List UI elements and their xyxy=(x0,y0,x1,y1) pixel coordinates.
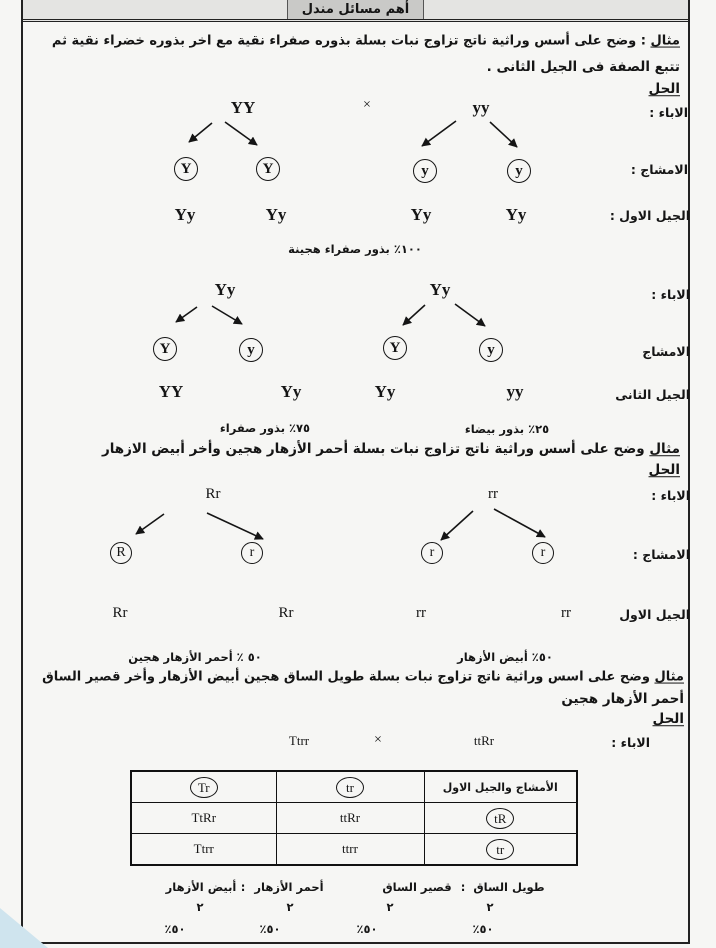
ratio-count: ٢ xyxy=(386,900,394,915)
ratio-count: ٢ xyxy=(286,900,294,915)
example3-statement-line2: أحمر الأزهار هجين xyxy=(561,691,684,708)
table-cell xyxy=(424,803,577,834)
offspring-genotype: Yy xyxy=(280,381,302,401)
ratio-label: طويل الساق xyxy=(473,880,545,895)
parent-genotype: yy xyxy=(472,97,490,117)
offspring-genotype: YY xyxy=(158,381,184,401)
example1-statement-line2: تتبع الصفة فى الجيل الثانى . xyxy=(486,59,680,76)
parent-genotype: ttRr xyxy=(473,733,495,749)
gamete-circle: r xyxy=(421,542,443,564)
example-label: مثال xyxy=(654,669,684,685)
gamete-circle: y xyxy=(479,338,503,362)
cross-sign: × xyxy=(374,732,382,748)
gametes-label: الامشاج : xyxy=(632,546,690,562)
cross-result: ٢٥٪ بذور بيضاء xyxy=(464,422,550,437)
offspring-genotype: Rr xyxy=(112,605,128,621)
page-frame-right xyxy=(688,0,690,944)
cross-result: ٥٠٪ أبيض الأزهار xyxy=(457,650,553,665)
ratio-percent: ٥٠٪ xyxy=(164,922,186,937)
table-header-row xyxy=(131,771,577,803)
offspring-genotype: Yy xyxy=(265,204,287,224)
table-cell: ttRr xyxy=(276,803,424,834)
page-frame-bottom xyxy=(21,942,690,944)
gamete-circle: r xyxy=(241,542,263,564)
parent-genotype: Ttrr xyxy=(288,733,310,749)
parent-genotype: Yy xyxy=(214,279,236,299)
parent-genotype: Yy xyxy=(429,279,451,299)
offspring-genotype: rr xyxy=(561,605,571,621)
ratio-count: ٢ xyxy=(196,900,204,915)
offspring-genotype: yy xyxy=(506,381,524,401)
header-band xyxy=(23,0,688,22)
gametes-label: الامشاج xyxy=(642,343,690,359)
example1-statement-line1 xyxy=(32,34,680,51)
gamete-circle: R xyxy=(110,542,132,564)
gamete-circle: Y xyxy=(174,157,198,181)
gamete-circle: Y xyxy=(383,336,407,360)
arrow-icon xyxy=(494,509,545,537)
ratio-percent: ٥٠٪ xyxy=(356,922,378,937)
table-cell xyxy=(131,771,276,803)
gamete-circle: r xyxy=(532,542,554,564)
parents-label: الاباء : xyxy=(651,487,690,503)
example3-statement-line1 xyxy=(32,670,684,687)
example-statement-text: وضح على اسس وراثية ناتج تزاوج نبات بسلة طويل الساق هجين أبيض الأزهار وأخر قصير الساق xyxy=(42,669,650,685)
arrow-icon xyxy=(403,305,425,325)
gamete-circle: tr xyxy=(336,777,364,798)
table-row xyxy=(131,803,577,834)
gamete-circle: y xyxy=(239,338,263,362)
ratio-percent: ٥٠٪ xyxy=(472,922,494,937)
arrow-icon xyxy=(212,306,242,324)
offspring-label: الجيل الثانى xyxy=(615,386,690,402)
ratio-count: ٢ xyxy=(486,900,494,915)
cross-sign: × xyxy=(363,97,371,113)
arrow-icon xyxy=(136,514,164,534)
offspring-genotype: Yy xyxy=(410,204,432,224)
parent-genotype: Rr xyxy=(205,486,221,502)
cross-result: ١٠٠٪ بذور صفراء هجينة xyxy=(288,242,422,257)
gametes-label: الامشاج : xyxy=(630,161,688,177)
arrow-icon xyxy=(189,123,212,142)
arrow-icon xyxy=(176,307,197,322)
table-cell: ttrr xyxy=(276,834,424,866)
arrow-icon xyxy=(422,121,456,146)
example2-statement-line1 xyxy=(32,441,680,459)
gamete-circle: y xyxy=(507,159,531,183)
gamete-circle: Tr xyxy=(190,777,218,798)
table-cell xyxy=(276,771,424,803)
arrow-icon xyxy=(490,122,517,147)
parents-label: الاباء : xyxy=(611,734,650,750)
gamete-circle: y xyxy=(413,159,437,183)
ratio-label: قصير الساق xyxy=(382,880,452,895)
table-row xyxy=(131,834,577,866)
punnett-square xyxy=(130,770,578,866)
ratio-separator: : xyxy=(240,880,246,895)
solution-label: الحل xyxy=(648,462,680,479)
offspring-genotype: Yy xyxy=(505,204,527,224)
gamete-circle: tr xyxy=(486,839,514,860)
ratio-percent: ٥٠٪ xyxy=(259,922,281,937)
solution-label: الحل xyxy=(648,81,680,98)
table-cell: TtRr xyxy=(131,803,276,834)
table-cell: Ttrr xyxy=(131,834,276,866)
arrow-icon xyxy=(207,513,263,539)
gamete-circle: Y xyxy=(153,337,177,361)
offspring-genotype: Yy xyxy=(174,204,196,224)
arrow-icon xyxy=(455,304,485,326)
page-frame-left xyxy=(21,0,23,944)
offspring-label: الجيل الاول xyxy=(619,606,690,622)
punnett-corner-label: الأمشاج والجيل الاول xyxy=(424,771,577,803)
example-label: مثال xyxy=(650,33,680,49)
ratio-separator: : xyxy=(460,880,466,895)
parent-genotype: rr xyxy=(488,486,498,502)
offspring-genotype: Yy xyxy=(374,381,396,401)
arrow-icon xyxy=(225,122,257,145)
cross-result: ٧٥٪ بذور صفراء xyxy=(219,421,311,436)
solution-label: الحل xyxy=(652,711,684,728)
ratio-label: أحمر الأزهار xyxy=(254,880,324,895)
example-label: مثال xyxy=(649,441,680,458)
offspring-genotype: Rr xyxy=(278,605,294,621)
gamete-circle: Y xyxy=(256,157,280,181)
arrow-icon xyxy=(441,511,473,540)
ratio-label: أبيض الأزهار xyxy=(165,880,237,895)
gamete-circle: tR xyxy=(486,808,514,829)
cross-result: ٥٠ ٪ أحمر الأزهار هجين xyxy=(128,650,262,665)
offspring-genotype: rr xyxy=(416,605,426,621)
offspring-label: الجيل الاول : xyxy=(609,207,690,223)
table-cell xyxy=(424,834,577,866)
page-title: أهم مسائل مندل xyxy=(287,0,425,19)
parents-label: الاباء : xyxy=(649,104,688,120)
example-statement-text: : وضح على أسس وراثية ناتج تزاوج نبات بسلة بذوره صفراء نقية مع اخر بذوره خضراء نقية ثم xyxy=(51,33,646,49)
page-corner-decoration xyxy=(0,908,48,948)
example-statement-text: وضح على أسس وراثية ناتج تزاوج نبات بسلة أحمر الأزهار هجين وأخر أبيض الازهار xyxy=(101,441,645,458)
parents-label: الاباء : xyxy=(651,286,690,302)
parent-genotype: YY xyxy=(230,97,256,117)
